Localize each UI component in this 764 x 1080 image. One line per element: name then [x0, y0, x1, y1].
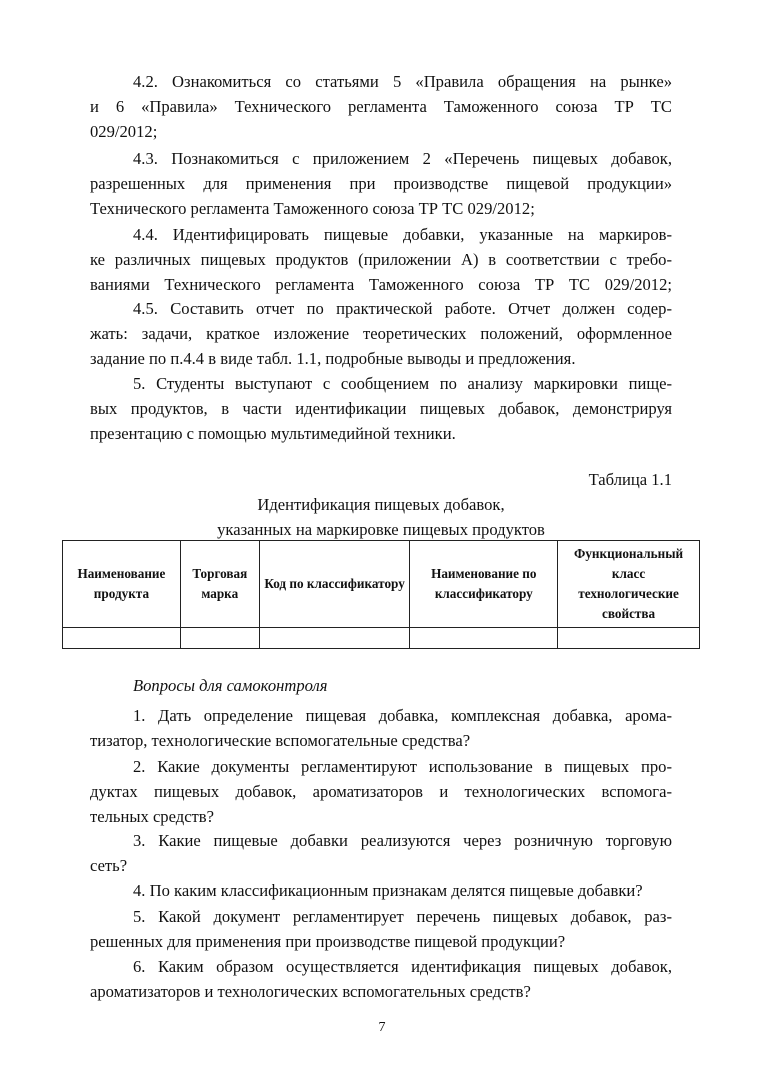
- text-line: тельных средств?: [90, 807, 215, 826]
- text-line: 4.4. Идентифицировать пищевые добавки, указанные на маркиров-: [133, 225, 672, 244]
- table-row: [63, 628, 700, 649]
- table-cell: [558, 628, 700, 649]
- questions-title: Вопросы для самоконтроля: [133, 676, 328, 695]
- food-additives-table: [62, 540, 700, 649]
- text-line: задание по п.4.4 в виде табл. 1.1, подробные выводы и предложения.: [90, 349, 576, 368]
- header-classifier-name: Наименование по классификатору: [410, 541, 558, 628]
- text-line: 6. Каким образом осуществляется идентификация пищевых добавок,: [133, 957, 672, 976]
- table-header-row: [63, 541, 700, 628]
- text-line: 5. Какой документ регламентирует перечень пищевых добавок, раз-: [133, 907, 672, 926]
- paragraph-4-5: [90, 296, 672, 371]
- text-line: презентацию с помощью мультимедийной техники.: [90, 424, 456, 443]
- text-line: 1. Дать определение пищевая добавка, комплексная добавка, арома-: [133, 706, 672, 725]
- text-line: разрешенных для применения при производстве пищевой продукции»: [90, 174, 672, 193]
- text-line: ароматизаторов и технологических вспомогательных средств?: [90, 982, 531, 1001]
- text-line: дуктах пищевых добавок, ароматизаторов и технологических вспомога-: [90, 782, 672, 801]
- table-title-line-1: Идентификация пищевых добавок,: [257, 495, 505, 514]
- text-line: решенных для применения при производстве пищевой продукции?: [90, 932, 566, 951]
- text-line: и 6 «Правила» Технического регламента Таможенного союза ТР ТС: [90, 97, 672, 116]
- header-classifier-code: Код по классификатору: [259, 541, 410, 628]
- table-cell: [63, 628, 181, 649]
- text-line: 5. Студенты выступают с сообщением по анализу маркировки пище-: [133, 374, 672, 393]
- question-5: [90, 904, 672, 954]
- table-cell: [180, 628, 259, 649]
- text-line: 4.2. Ознакомиться со статьями 5 «Правила обращения на рынке»: [133, 72, 672, 91]
- table-cell: [259, 628, 410, 649]
- text-line: тизатор, технологические вспомогательные средства?: [90, 731, 471, 750]
- header-functional-class: Функциональный класс технологические свойства: [558, 541, 700, 628]
- text-line: 2. Какие документы регламентируют использование в пищевых про-: [133, 757, 672, 776]
- question-6: [90, 954, 672, 1004]
- header-trade-mark: Торговая марка: [180, 541, 259, 628]
- text-line: Технического регламента Таможенного союза ТР ТС 029/2012;: [90, 199, 535, 218]
- text-line: 4. По каким классификационным признакам делятся пищевые добавки?: [133, 881, 643, 900]
- text-line: 4.3. Познакомиться с приложением 2 «Перечень пищевых добавок,: [133, 149, 672, 168]
- text-line: вых продуктов, в части идентификации пищевых добавок, демонстрируя: [90, 399, 672, 418]
- paragraph-4-3: [90, 146, 672, 221]
- text-line: 3. Какие пищевые добавки реализуются через розничную торговую: [133, 831, 672, 850]
- paragraph-4-2: [90, 69, 672, 144]
- header-product-name: Наименование продукта: [63, 541, 181, 628]
- question-3: [90, 828, 672, 878]
- page-number: 7: [378, 1020, 386, 1035]
- table-caption: Таблица 1.1: [588, 470, 672, 489]
- text-line: ке различных пищевых продуктов (приложении А) в соответствии с требо-: [90, 250, 672, 269]
- text-line: жать: задачи, краткое изложение теоретических положений, оформленное: [90, 324, 672, 343]
- question-2: [90, 754, 672, 829]
- question-1: [90, 703, 672, 753]
- text-line: ваниями Технического регламента Таможенного союза ТР ТС 029/2012;: [90, 275, 672, 294]
- text-line: 4.5. Составить отчет по практической работе. Отчет должен содер-: [133, 299, 672, 318]
- question-4: [90, 878, 672, 903]
- table-cell: [410, 628, 558, 649]
- text-line: сеть?: [90, 856, 128, 875]
- paragraph-5: [90, 371, 672, 446]
- table-title-line-2: указанных на маркировке пищевых продуктов: [217, 520, 545, 539]
- text-line: 029/2012;: [90, 122, 158, 141]
- paragraph-4-4: [90, 222, 672, 297]
